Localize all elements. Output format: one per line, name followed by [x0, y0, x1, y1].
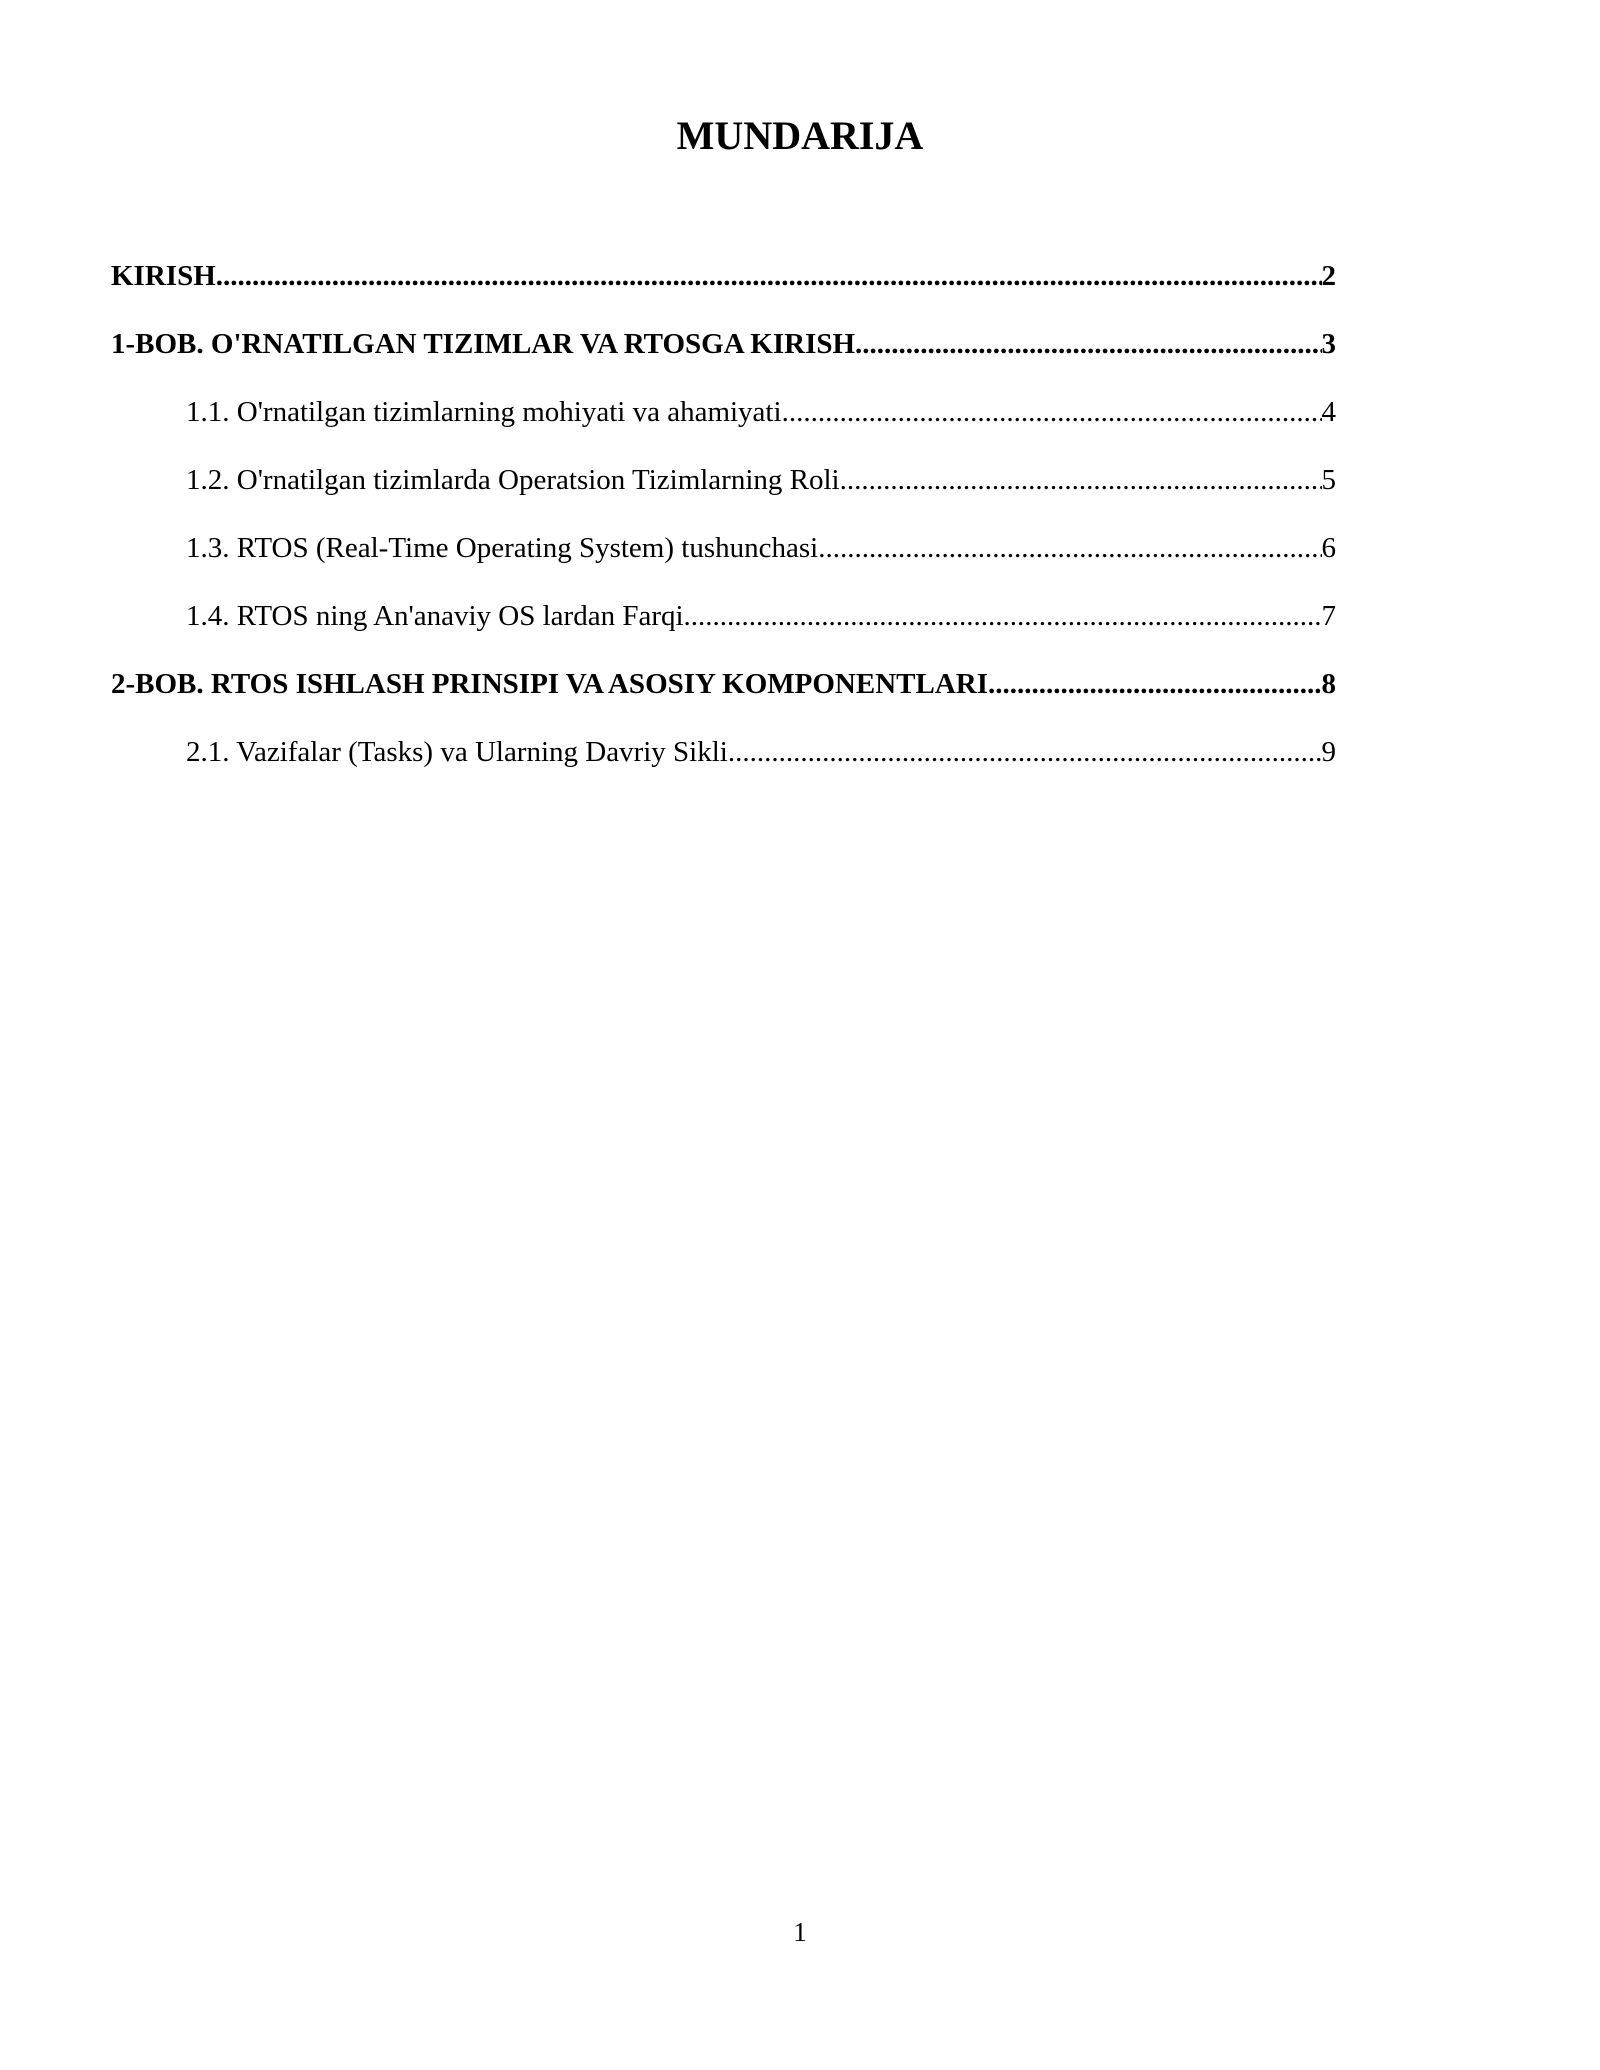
toc-entry-chapter-1[interactable] — [111, 320, 1336, 388]
table-of-contents — [111, 252, 1336, 796]
toc-entry-chapter-2[interactable] — [111, 660, 1336, 728]
toc-dot-leader — [840, 456, 1322, 504]
toc-dot-leader — [855, 320, 1321, 368]
toc-entry-text: KIRISH — [111, 260, 216, 292]
toc-entry-section-1-3[interactable] — [111, 524, 1336, 592]
toc-page-number: 6 — [1321, 532, 1336, 564]
toc-dot-leader — [728, 728, 1322, 776]
toc-entry-section-1-1[interactable] — [111, 388, 1336, 456]
toc-entry-text: 1.2. O'rnatilgan tizimlarda Operatsion Tizimlarning Roli — [186, 464, 840, 496]
toc-page-number: 4 — [1321, 396, 1336, 428]
toc-dot-leader — [684, 592, 1322, 640]
toc-dot-leader — [988, 660, 1322, 708]
toc-entry-section-2-1[interactable] — [111, 728, 1336, 796]
toc-entry-text: 1.3. RTOS (Real-Time Operating System) tushunchasi — [186, 532, 819, 564]
toc-page-number: 5 — [1321, 464, 1336, 496]
toc-page-number: 8 — [1321, 668, 1336, 700]
toc-dot-leader — [818, 524, 1321, 572]
toc-page-number: 7 — [1321, 600, 1336, 632]
toc-entry-kirish[interactable] — [111, 252, 1336, 320]
page-title: MUNDARIJA — [676, 113, 924, 158]
toc-page-number: 2 — [1321, 260, 1336, 292]
page-number: 1 — [793, 1917, 807, 1947]
toc-entry-text: 2.1. Vazifalar (Tasks) va Ularning Davriy Sikli — [186, 736, 728, 768]
toc-page-number: 9 — [1321, 736, 1336, 768]
toc-entry-text: 1.4. RTOS ning An'anaviy OS lardan Farqi — [186, 600, 684, 632]
toc-entry-section-1-2[interactable] — [111, 456, 1336, 524]
toc-entry-text: 1-BOB. O'RNATILGAN TIZIMLAR VA RTOSGA KIRISH — [111, 328, 856, 360]
toc-dot-leader — [782, 388, 1322, 436]
toc-dot-leader — [216, 252, 1322, 300]
toc-entry-text: 1.1. O'rnatilgan tizimlarning mohiyati va ahamiyati — [186, 396, 782, 428]
toc-entry-section-1-4[interactable] — [111, 592, 1336, 660]
toc-page-number: 3 — [1321, 328, 1336, 360]
toc-entry-text: 2-BOB. RTOS ISHLASH PRINSIPI VA ASOSIY KOMPONENTLARI — [111, 668, 988, 700]
